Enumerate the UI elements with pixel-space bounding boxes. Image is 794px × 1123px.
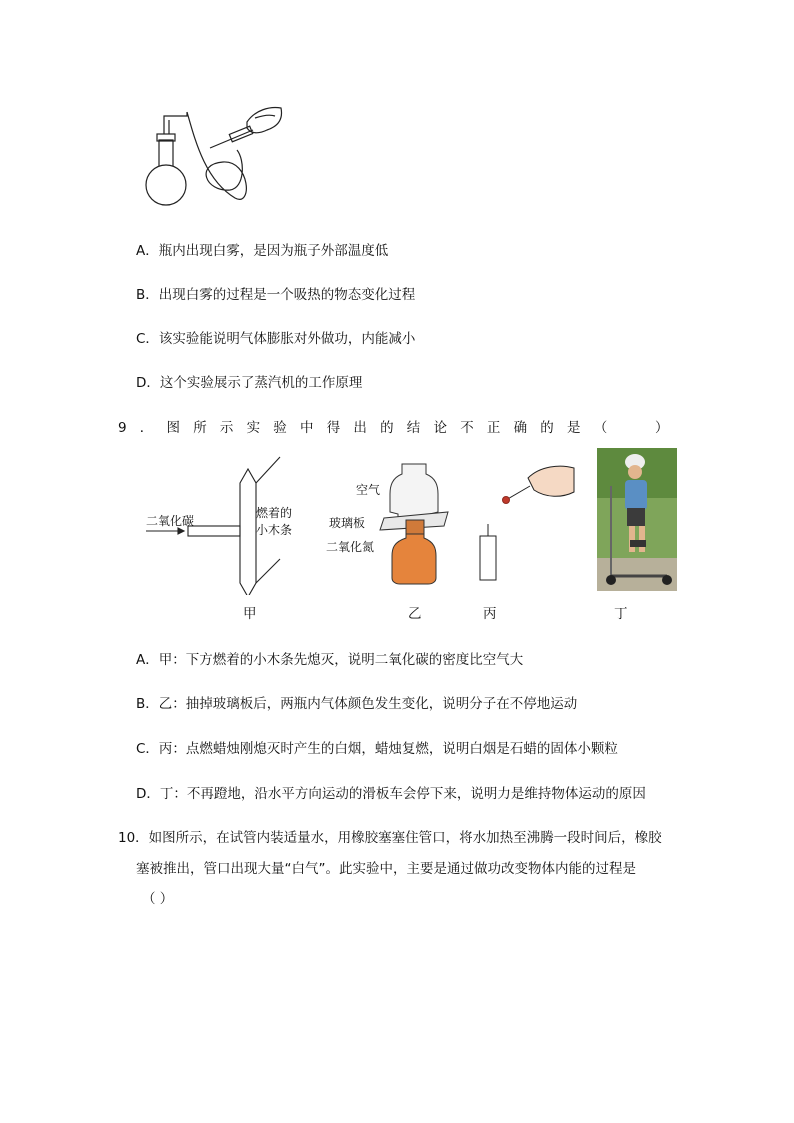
q8-option-a: A．瓶内出现白雾，是因为瓶子外部温度低 bbox=[136, 243, 389, 259]
q9-option-b: B．乙：抽掉玻璃板后，两瓶内气体颜色发生变化，说明分子在不停地运动 bbox=[136, 696, 578, 712]
bing-caption: 丙 bbox=[483, 606, 497, 622]
figure-bing bbox=[470, 458, 580, 586]
jia-co2-label: 二氧化碳 bbox=[146, 514, 195, 528]
yi-air-label: 空气 bbox=[356, 483, 381, 497]
q9-paren-close: ） bbox=[655, 420, 669, 436]
q9-stem: 9．图所示实验中得出的结论不正确的是（ bbox=[118, 420, 621, 436]
q10-line-1: 10．如图所示，在试管内装适量水，用橡胶塞塞住管口，将水加热至沸腾一段时间后，橡胶 bbox=[118, 830, 662, 846]
figure-yi bbox=[370, 460, 460, 590]
flask-pump-figure bbox=[135, 100, 285, 210]
yi-caption: 乙 bbox=[408, 606, 422, 622]
yi-glass-label: 玻璃板 bbox=[329, 516, 366, 530]
q10-line-3: （ ） bbox=[142, 891, 174, 907]
yi-no2-label: 二氧化氮 bbox=[326, 540, 375, 554]
q8-option-c: C．该实验能说明气体膨胀对外做功，内能减小 bbox=[136, 331, 416, 347]
q8-option-b: B．出现白雾的过程是一个吸热的物态变化过程 bbox=[136, 287, 416, 303]
jia-caption: 甲 bbox=[243, 606, 257, 622]
q9-option-a: A．甲：下方燃着的小木条先熄灭，说明二氧化碳的密度比空气大 bbox=[136, 652, 524, 668]
q9-option-d: D．丁：不再蹬地，沿水平方向运动的滑板车会停下来，说明力是维持物体运动的原因 bbox=[136, 786, 646, 802]
q10-line-2: 塞被推出，管口出现大量“白气”。此实验中，主要是通过做功改变物体内能的过程是 bbox=[136, 861, 636, 877]
jia-burning-label-1: 燃着的 bbox=[256, 506, 293, 520]
q8-option-d: D．这个实验展示了蒸汽机的工作原理 bbox=[136, 375, 363, 391]
jia-burning-label-2: 小木条 bbox=[256, 523, 293, 537]
q9-option-c: C．丙：点燃蜡烛刚熄灭时产生的白烟，蜡烛复燃，说明白烟是石蜡的固体小颗粒 bbox=[136, 741, 618, 757]
ding-caption: 丁 bbox=[614, 606, 628, 622]
scooter-photo bbox=[597, 448, 677, 591]
